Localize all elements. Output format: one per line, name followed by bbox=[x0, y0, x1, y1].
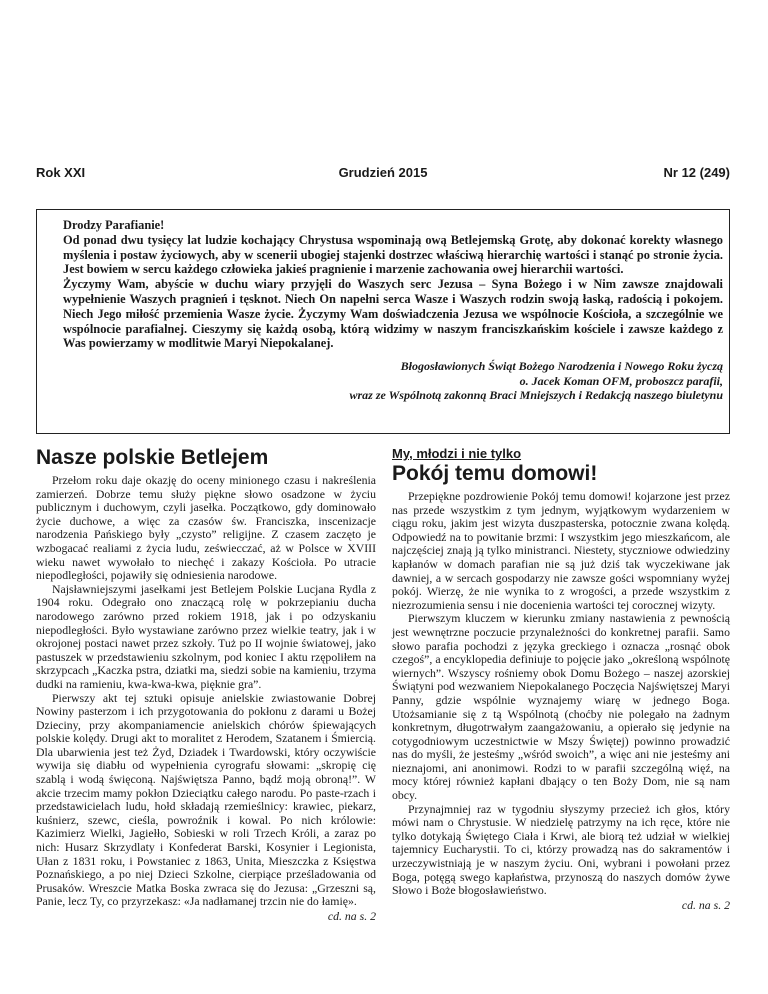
right-continued-note: cd. na s. 2 bbox=[681, 897, 730, 912]
greeting-paragraph-1: Od ponad dwu tysięcy lat ludzie kochający Chrystusa wspominają ową Betlejemską Grotę, aby dokonać korekty własnego myślenia i postaw życiowych, aby w scenerii ubogiej stajenki dostrzec właściwą hierarchię wartości i stanąć po stronie życia. Jest bowiem w sercu każdego człowieka jakieś pragnienie i marzenie zachowania owej hierarchii wartości. bbox=[63, 232, 723, 277]
greeting-signature bbox=[63, 359, 723, 403]
left-article-body bbox=[36, 474, 376, 909]
right-paragraph: Przepiękne pozdrowienie Pokój temu domowi! kojarzone jest przez nas przede wszystkim z tym jednym, wyjątkowym wydarzeniem w ciągu roku, jakim jest wizyta duszpasterska, potocznie zwana kolędą. Odpowiedź na to powitanie brzmi: I wszystkim jego mieszkańcom, ale najczęściej znają ją tylko ministranci. Niestety, styczniowe odwiedziny kapłanów w domach parafian nie są już dziś tak wyczekiwane jak dawniej, a w sercach gospodarzy nie zawsze gości wspomniany wyżej pokój. Wierzę, że nie wynika to z wrogości, a przede wszystkim z niezrozumienia sensu i nie docenienia wartości tej corocznej wizyty. bbox=[392, 489, 730, 612]
masthead bbox=[36, 165, 730, 185]
signature-line-3: wraz ze Wspólnotą zakonną Braci Mniejszych i Redakcją naszego biuletynu bbox=[349, 388, 723, 403]
left-paragraph: Pierwszy akt tej sztuki opisuje anielskie zwiastowanie Dobrej Nowiny pasterzom i ich przygotowania do pokłonu z darami u Bożej Dzieciny, przy akompaniamencie anielskich chórów śpiewających polskie kolędy. Drugi akt to moralitet z Herodem, Szatanem i Śmiercią. Dla ubarwienia jest też Żyd, Dziadek i Twardowski, który oczywiście wywija się diabłu od wypełnienia cyrografu słowami: „skropię cię szablą i wodą święconą. Najświętsza Panno, bądź moją obroną!”. W akcie trzecim mamy pokłon Dzieciątku całego narodu. Po paste-rzach i przedstawicielach ludu, hołd składają rzemieślnicy: krawiec, piekarz, kuśnierz, szewc, cieśla, powroźnik i kowal. Po nich królowie: Kazimierz Wielki, Jagiełło, Sobieski w roli Trzech Króli, a zaraz po nich: Husarz Skrzydlaty i Konfederat Barski, Kosynier i Legionista, Ułan z 1831 roku, i Powstaniec z 1863, Unita, Mieszczka z Księstwa Poznańskiego, a po niej Dzieci Szkolne, cierpiące prześladowania od Prusaków. Wreszcie Matka Boska zwraca się do Jezusa: „Grzeszni są, Panie, lecz Ty, co przyrzekasz: «Ja nadłamanej trzcin nie do łamię». bbox=[36, 690, 376, 909]
left-article bbox=[36, 446, 376, 923]
signature-line-2: o. Jacek Koman OFM, proboszcz parafii, bbox=[519, 373, 723, 388]
date-label: Grudzień 2015 bbox=[338, 165, 428, 180]
right-article-body bbox=[392, 490, 730, 898]
signature-line-1: Błogosławionych Świąt Bożego Narodzenia i Nowego Roku życzą bbox=[400, 359, 723, 374]
volume-label: Rok XXI bbox=[36, 165, 86, 180]
left-paragraph: Najsławniejszymi jasełkami jest Betlejem Polskie Lucjana Rydla z 1904 roku. Odegrało ono znaczącą rolę w pokrzepianiu ducha narodowego zarówno przed rokiem 1918, jak i po odzyskaniu niepodległości. Było wystawiane zarówno przez wielkie teatry, jak i w okrojonej postaci nawet przez szkoły. Tuż po II wojnie światowej, jako pastuszek w przedstawieniu szkolnym, pod koniec I aktu rzępoliłem na skrzypcach „Kaczka pstra, dziatki ma, siedzi sobie na kamieniu, trzyma dudki na ramieniu, kwa-kwa-kwa, pięknie gra”. bbox=[36, 581, 376, 691]
right-paragraph: Pierwszym kluczem w kierunku zmiany nastawienia z pewnością jest wewnętrzne poczucie przynależności do konkretnej parafii. Samo słowo parafia pochodzi z języka greckiego i oznacza „rosnąć obok czegoś”, a encyklopedia definiuje to pojęcie jako „określoną wspólnotę wiernych”. Wszyscy rośniemy obok Domu Bożego – naszej azorskiej Świątyni pod wezwaniem Niepokalanego Poczęcia Najświętszej Maryi Panny, gdzie wspólnie wyznajemy wiarę w jednego Boga. Utożsamianie się z tą Wspólnotą (choćby nie polegało na żadnym konkretnym, długotrwałym zaangażowaniu, a opierało się jedynie na cotygodniowym uczestnictwie w Mszy Świętej) powinno prowadzić nas do myśli, że jesteśmy „wśród swoich”, a więc ani nie jesteśmy ani nieznajomi, ani anonimowi. Rodzi to w parafii szczególną więź, na mocy której również kapłani dbający o ten Boży Dom, nie są nam obcy. bbox=[392, 611, 730, 803]
greeting-salutation: Drodzy Parafianie! bbox=[63, 218, 165, 232]
left-article-title: Nasze polskie Betlejem bbox=[36, 446, 269, 469]
left-paragraph: Przełom roku daje okazję do oceny minionego czasu i nakreślenia zamierzeń. Dobrze temu służy piękne słowo osadzone w życiu publicznym i duchowym, czyli jasełka. Początkowo, gdy dominowało życie duchowe, a więc za czasów św. Franciszka, inscenizacje narodzenia Pańskiego były „czysto” religijne. Z czasem zaczęto je wzbogacać realiami z życia ludu, zeświecczać, aż w Polsce w XVIII wieku nawet wywołało to niechęć i zakazy Kościoła. Po utracie niepodległości, pojawiły się odniesienia narodowe. bbox=[36, 473, 376, 583]
left-continued-note: cd. na s. 2 bbox=[327, 909, 376, 923]
right-article bbox=[392, 446, 730, 912]
right-article-kicker: My, młodzi i nie tylko bbox=[392, 446, 522, 461]
right-paragraph: Przynajmniej raz w tygodniu słyszymy przecież ich głos, który mówi nam o Chrystusie. W niedzielę patrzymy na ich ręce, które nie tylko dotykają Świętego Ciała i Krwi, ale biorą też udział w wielkiej tajemnicy Eucharystii. To ci, którzy prowadzą nas do sakramentów i urzeczywistniają je w naszym życiu. Oni, wybrani i powołani przez Boga, potęgą swego kapłaństwa, przynoszą do naszych domów żywe Słowo i Boże błogosławieństwo. bbox=[392, 801, 730, 898]
right-article-title: Pokój temu domowi! bbox=[392, 462, 598, 485]
greeting-paragraph-2: Życzymy Wam, abyście w duchu wiary przyjęli do Waszych serc Jezusa – Syna Bożego i w Nim zawsze znajdowali wypełnienie Waszych pragnień i tęsknot. Niech On napełni serca Wasze i Waszych rodzin swoją łaską, radością i pokojem. Niech Jego miłość przemienia Wasze życie. Życzymy Wam doświadczenia Jezusa we wspólnocie Kościoła, a szczególnie we wspólnocie parafialnej. Cieszymy się każdą osobą, którą widzimy w naszym franciszkańskim kościele i zawsze każdego z Was powierzamy w modlitwie Maryi Niepokalanej. bbox=[63, 277, 723, 351]
greeting-box bbox=[36, 209, 730, 434]
issue-label: Nr 12 (249) bbox=[663, 165, 730, 180]
